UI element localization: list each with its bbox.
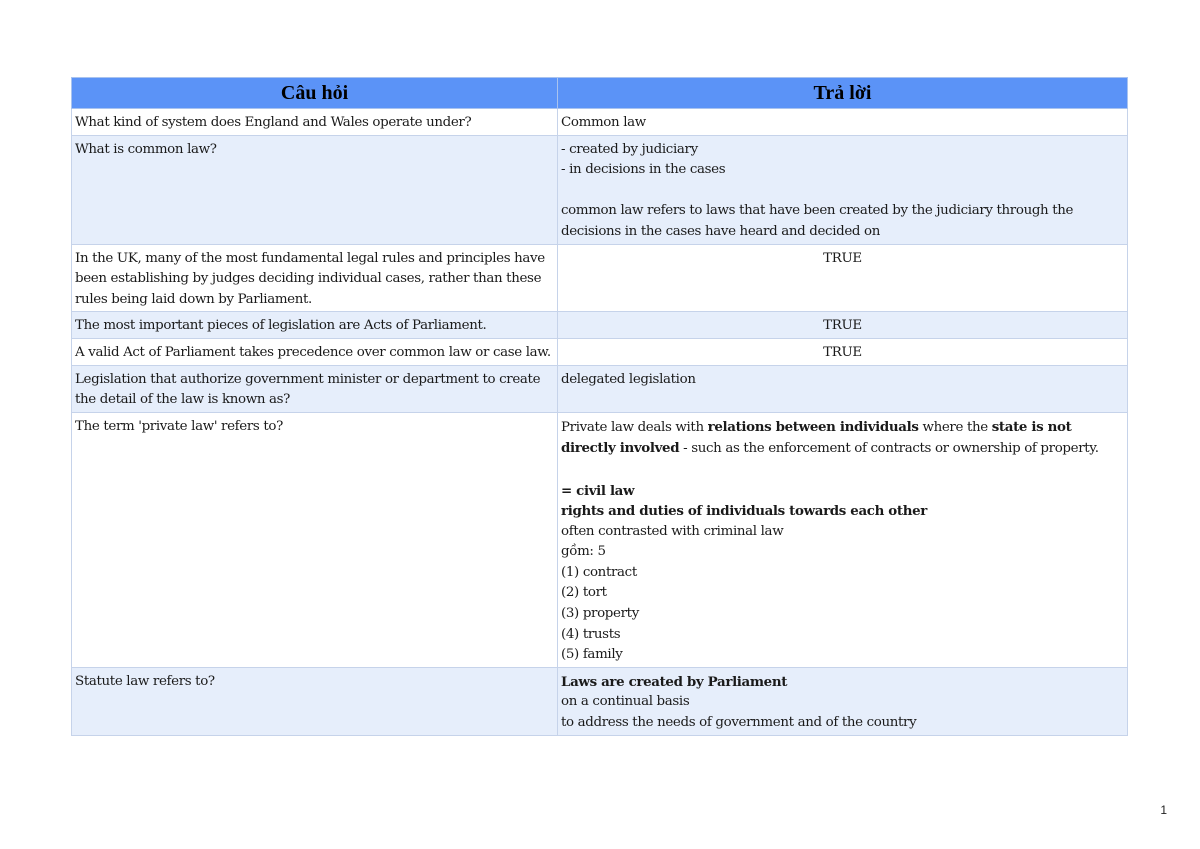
qa-table [71,77,1128,736]
answer-cell [558,312,1128,339]
page-number: 1 [1160,803,1167,817]
answer-line: delegated legislation [561,371,696,387]
blank-line [561,181,1124,202]
answer-line: TRUE [823,318,862,334]
answer-bold-text: relations between individuals [707,418,919,435]
question-cell: In the UK, many of the most fundamental legal rules and principles have been establishing by judges deciding individual cases, rather than these rules being laid down by Parliament. [72,244,558,312]
answer-cell [558,365,1128,412]
answer-cell [558,338,1128,365]
answer-list-item: (1) contract [561,564,637,580]
question-cell: What kind of system does England and Wales operate under? [72,109,558,136]
table-row [72,135,1128,244]
answer-text: where the [918,419,992,435]
table-row [72,365,1128,412]
answer-line: TRUE [823,344,862,360]
answer-bold-line: Laws are created by Parliament [561,673,788,690]
answer-line: to address the needs of government and of the country [561,715,917,731]
question-cell: Legislation that authorize government minister or department to create the detail of the law is known as? [72,365,558,412]
header-row [72,78,1128,109]
answer-list-item: (2) tort [561,585,607,601]
answer-bold-line: rights and duties of individuals towards each other [561,503,927,520]
answer-line: on a continual basis [561,694,690,710]
table-row [72,412,1128,667]
answer-line: - in decisions in the cases [561,162,726,178]
table-row [72,244,1128,312]
answer-text: - such as the enforcement of contracts or ownership of property. [679,441,1099,457]
answer-line: gồm: 5 [561,544,606,560]
answer-cell [558,109,1128,136]
answer-text: Private law deals with [561,419,708,435]
answer-cell [558,412,1128,667]
answer-line: - created by judiciary [561,141,698,157]
question-column-header: Câu hỏi [72,78,558,109]
answer-cell [558,667,1128,735]
answer-cell [558,244,1128,312]
answer-line: often contrasted with criminal law [561,523,784,539]
answer-line: Common law [561,115,646,130]
answer-list-item: (4) trusts [561,626,621,642]
table-row [72,312,1128,339]
question-cell: Statute law refers to? [72,667,558,735]
answer-list-item: (5) family [561,647,623,663]
table-row [72,109,1128,136]
answer-list-item: (3) property [561,606,639,622]
answer-bold-line: = civil law [561,482,635,499]
question-cell: What is common law? [72,135,558,244]
answer-column-header: Trả lời [558,78,1128,109]
answer-cell [558,135,1128,244]
question-cell: A valid Act of Parliament takes precedence over common law or case law. [72,338,558,365]
blank-line [561,460,1124,481]
answer-paragraph [561,417,1124,460]
question-cell: The most important pieces of legislation are Acts of Parliament. [72,312,558,339]
answer-line: TRUE [823,250,862,266]
table-row [72,667,1128,735]
question-cell: The term 'private law' refers to? [72,412,558,667]
answer-bold-text: state is not directly involved [561,418,1072,457]
table-row [72,338,1128,365]
answer-line: common law refers to laws that have been created by the judiciary through the decisions in the cases have heard and decided on [561,203,1074,239]
